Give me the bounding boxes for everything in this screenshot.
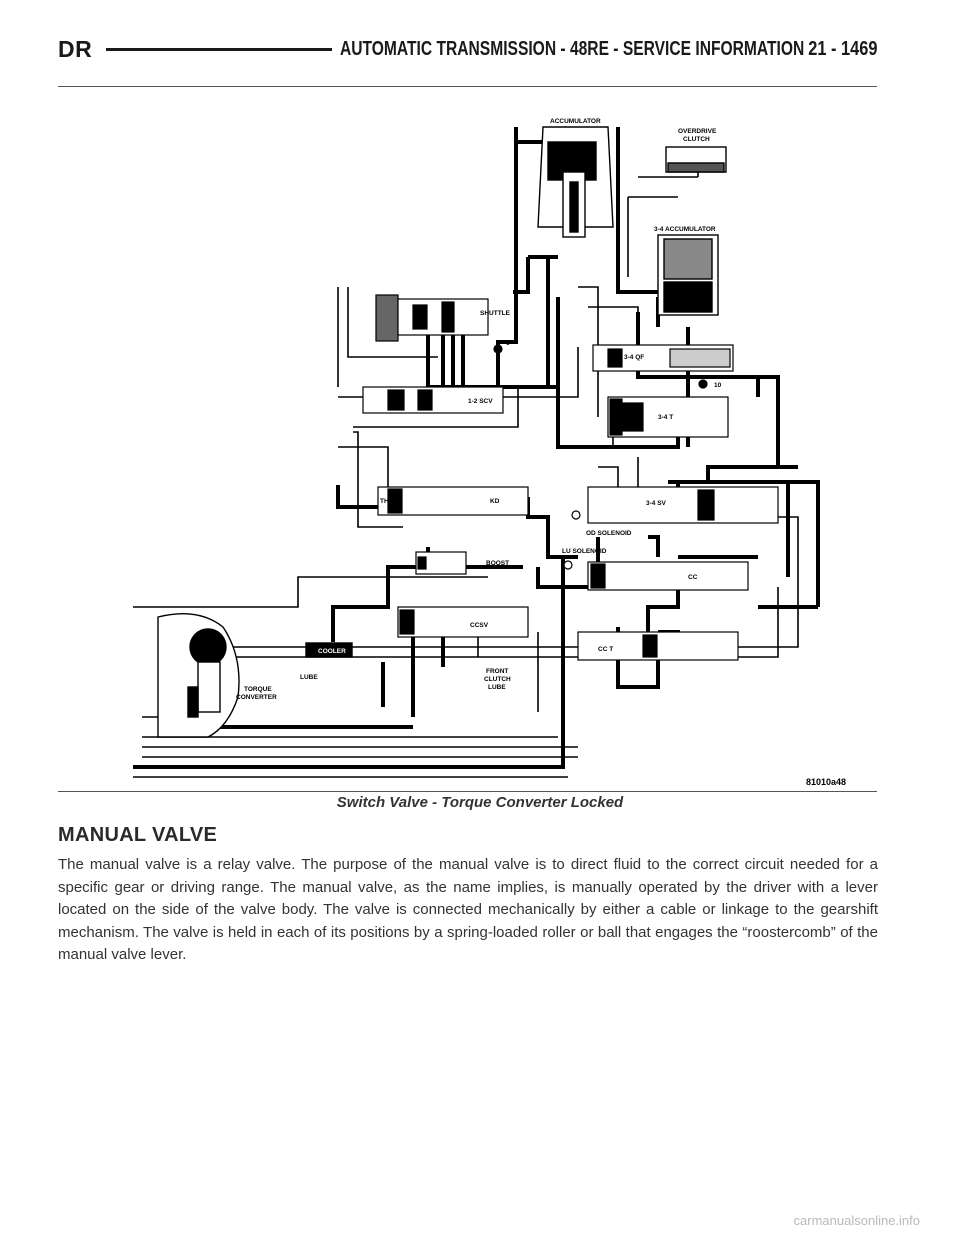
label-port-6: 6: [506, 340, 510, 347]
label-od-solenoid: OD SOLENOID: [586, 530, 632, 537]
label-ccsv: CCSV: [470, 622, 489, 629]
label-t-34: 3-4 T: [658, 414, 674, 421]
figure-id: 81010a48: [806, 777, 847, 787]
body-paragraph: The manual valve is a relay valve. The purpose of the manual valve is to direct fluid to the correct circuit needed for a specific gear or driving range. The manual valve, as the name implies, is manually operated by the driver with a lever located on the side of the valve body. The valve is connected mechanically by either a cable or linkage to the gearshift mechanism. The valve is held in each of its positions by a spring-loaded roller or ball that engages the “roostercomb” of the manual valve lever.: [58, 856, 878, 963]
label-front-clutch-lube-3: LUBE: [488, 684, 506, 691]
label-thr: THR: [380, 498, 394, 505]
label-kd: KD: [490, 498, 500, 505]
label-overdrive-clutch-1: OVERDRIVE: [678, 128, 717, 135]
label-front-clutch-lube-1: FRONT: [486, 668, 509, 675]
section-heading: MANUAL VALVE: [58, 824, 218, 846]
label-accumulator: ACCUMULATOR: [550, 118, 601, 125]
label-boost: BOOST: [486, 560, 510, 567]
figure-caption: Switch Valve - Torque Converter Locked: [336, 794, 624, 811]
label-sv-34: 3-4 SV: [646, 500, 666, 507]
label-torque-converter-2: CONVERTER: [236, 694, 277, 701]
accumulator: [538, 127, 613, 237]
header-title: AUTOMATIC TRANSMISSION - 48RE - SERVICE INFORMATION: [340, 38, 805, 60]
label-shuttle: SHUTTLE: [480, 310, 510, 317]
label-cooler: COOLER: [318, 648, 346, 655]
label-lube: LUBE: [300, 674, 318, 681]
overdrive-clutch: [666, 147, 726, 172]
valve-bodies: [363, 295, 778, 660]
label-torque-converter-1: TORQUE: [244, 686, 272, 693]
section-code: DR: [58, 36, 93, 62]
page-header: [58, 34, 878, 68]
label-accumulator-34: 3-4 ACCUMULATOR: [654, 226, 716, 233]
torque-converter: [158, 614, 352, 737]
page-number: 21 - 1469: [808, 38, 878, 60]
hydraulic-schematic: [58, 87, 877, 791]
header-rule: [106, 48, 332, 51]
watermark: carmanualsonline.info: [793, 1213, 920, 1228]
label-cct: CC T: [598, 646, 614, 653]
label-cc: CC: [688, 574, 698, 581]
hydraulic-schematic-figure: [58, 86, 877, 792]
label-scv-12: 1-2 SCV: [468, 398, 493, 405]
label-front-clutch-lube-2: CLUTCH: [484, 676, 511, 683]
accumulator-34: [658, 235, 718, 315]
label-qf-34: 3-4 QF: [624, 354, 645, 361]
label-port-10: 10: [714, 382, 722, 389]
label-overdrive-clutch-2: CLUTCH: [683, 136, 710, 143]
label-lu-solenoid: LU SOLENOID: [562, 548, 607, 555]
